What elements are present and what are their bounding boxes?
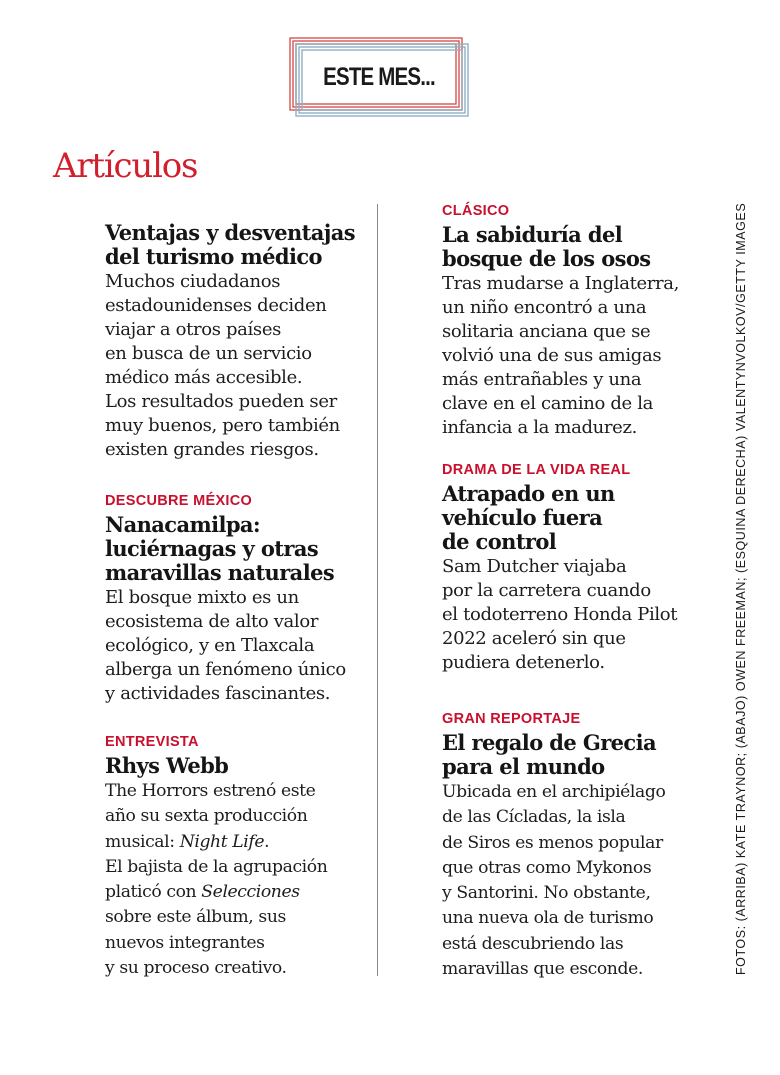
- article-summary: Muchos ciudadanos estadounidenses deciden viajar a otros países en busca de un servicio médico más accesible. Los resultados pueden ser muy buenos, pero también existen grandes riesgos.: [105, 271, 340, 460]
- article-kicker: CLÁSICO: [442, 203, 510, 219]
- article-summary: The Horrors estrenó este año su sexta producción musical: Night Life. El bajista de la agrupación platicó con Selecciones sobre este álbum, sus nuevos integrantes y su proceso creativo.: [105, 781, 328, 979]
- article-greece: [442, 710, 700, 982]
- photo-credit: FOTOS: (ARRIBA) KATE TRAYNOR; (ABAJO) OWEN FREEMAN; (ESQUINA DERECHA) VALENTYNVOLKOV/GETTY IMAGES: [734, 202, 748, 975]
- article-headline: Nanacamilpa: luciérnagas y otras maravillas naturales: [105, 512, 335, 585]
- masthead: [289, 37, 469, 117]
- article-headline: La sabiduría del bosque de los osos: [442, 222, 651, 271]
- article-kicker: ENTREVISTA: [105, 734, 199, 750]
- article-headline: Rhys Webb: [105, 753, 229, 778]
- column-divider: [377, 204, 378, 976]
- album-title: Night Life: [179, 831, 265, 852]
- article-medical-tourism: [105, 221, 370, 462]
- article-runaway-vehicle: [442, 461, 700, 675]
- masthead-label: ESTE MES...: [323, 62, 435, 91]
- article-summary: El bosque mixto es un ecosistema de alto valor ecológico, y en Tlaxcala alberga un fenómeno único y actividades fascinantes.: [105, 587, 346, 704]
- article-summary: Tras mudarse a Inglaterra, un niño encontró a una solitaria anciana que se volvió una de sus amigas más entrañables y una clave en el camino de la infancia a la madurez.: [442, 273, 680, 438]
- article-kicker: DRAMA DE LA VIDA REAL: [442, 462, 631, 478]
- article-bear-forest: [442, 202, 700, 440]
- article-headline: Atrapado en un vehículo fuera de control: [442, 481, 615, 554]
- article-summary: Sam Dutcher viajaba por la carretera cuando el todoterreno Honda Pilot 2022 aceleró sin que pudiera detenerlo.: [442, 556, 678, 673]
- magazine-name: Selecciones: [201, 882, 300, 903]
- article-summary: Ubicada en el archipiélago de las Cícladas, la isla de Siros es menos popular que otras como Mykonos y Santorini. No obstante, una nueva ola de turismo está descubriendo las maravillas que esconde.: [442, 782, 666, 980]
- article-headline: Ventajas y desventajas del turismo médico: [105, 220, 355, 269]
- article-rhys-webb: [105, 733, 370, 981]
- section-title: Artículos: [53, 146, 198, 186]
- article-nanacamilpa: [105, 492, 370, 706]
- article-headline: El regalo de Grecia para el mundo: [442, 730, 656, 779]
- article-kicker: GRAN REPORTAJE: [442, 711, 581, 727]
- article-kicker: DESCUBRE MÉXICO: [105, 493, 253, 509]
